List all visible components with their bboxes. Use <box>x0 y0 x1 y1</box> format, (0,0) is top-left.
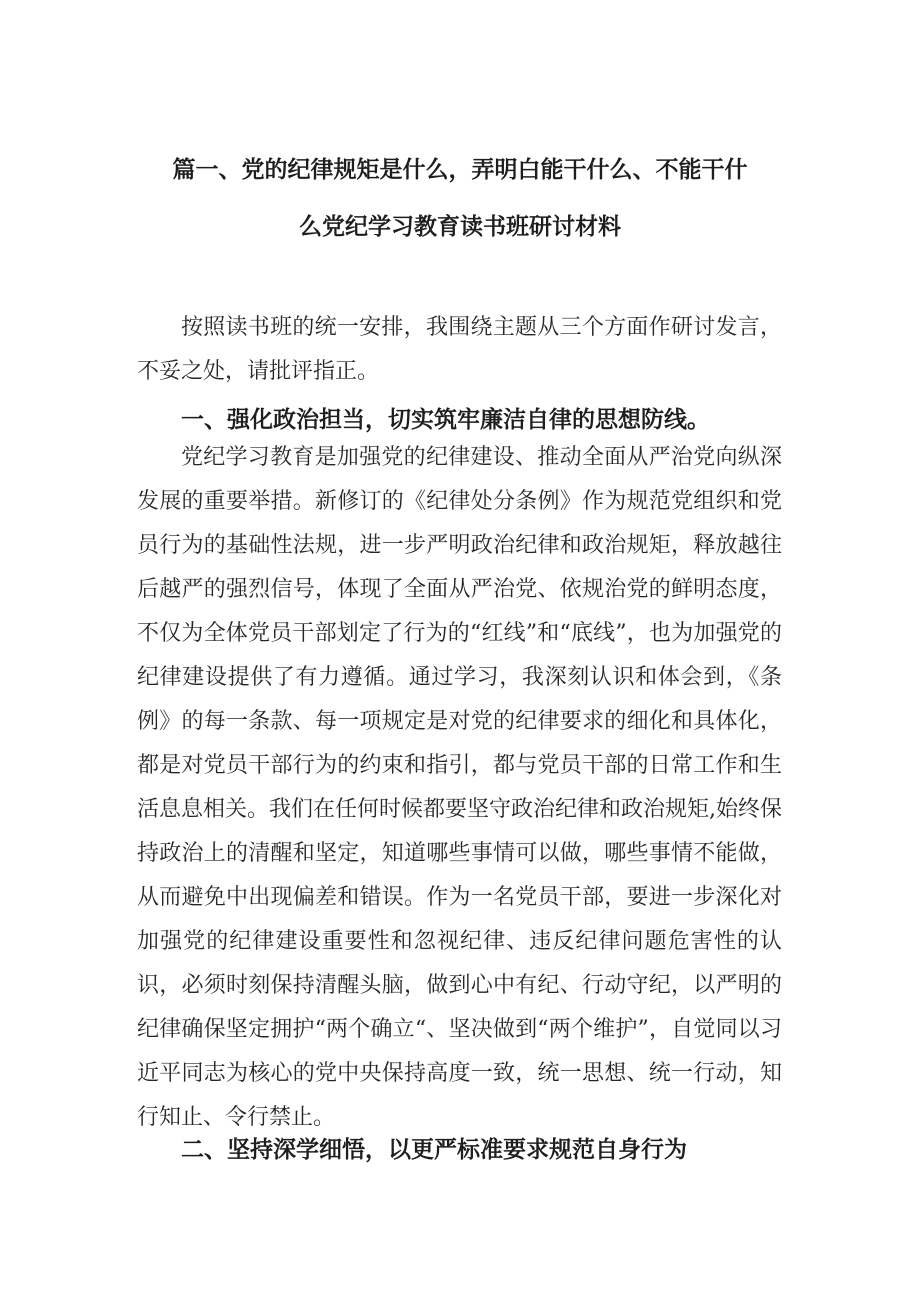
intro-paragraph: 按照读书班的统一安排，我围绕主题从三个方面作研讨发言，不妥之处，请批评指正。 <box>137 315 782 384</box>
document-title-line-2: 么党纪学习教育读书班研讨材料 <box>299 214 621 240</box>
section-1-paragraph: 党纪学习教育是加强党的纪律建设、推动全面从严治党向纵深发展的重要举措。新修订的《纪律处分条例》作为规范党组织和党员行为的基础性法规，进一步严明政治纪律和政治规矩，释放越往后越严的强烈信号，体现了全面从严治党、依规治党的鲜明态度，不仅为全体党员干部划定了行为的“红线”和“底线”，也为加强党的纪律建设提供了有力遵循。通过学习，我深刻认识和体会到，《条例》的每一条款、每一项规定是对党的纪律要求的细化和具体化，都是对党员干部行为的约束和指引，都与党员干部的日常工作和生活息息相关。我们在任何时候都要坚守政治纪律和政治规矩,始终保持政治上的清醒和坚定，知道哪些事情可以做，哪些事情不能做，从而避免中出现偏差和错误。作为一名党员干部，要进一步深化对加强党的纪律建设重要性和忽视纪律、违反纪律问题危害性的认识，必须时刻保持清醒头脑，做到心中有纪、行动守纪，以严明的纪律确保坚定拥护“两个确立“、坚决做到“两个维护”，自觉同以习近平同志为核心的党中央保持高度一致，统一思想、统一行动，知行知止、令行禁止。 <box>137 445 782 1130</box>
document-title-line-1: 篇一、党的纪律规矩是什么，弄明白能干什么、不能干什 <box>172 157 748 183</box>
section-2-heading: 二、坚持深学细悟，以更严标准要求规范自身行为 <box>181 1137 687 1163</box>
section-1-heading: 一、强化政治担当，切实筑牢廉洁自律的思想防线。 <box>181 407 710 433</box>
